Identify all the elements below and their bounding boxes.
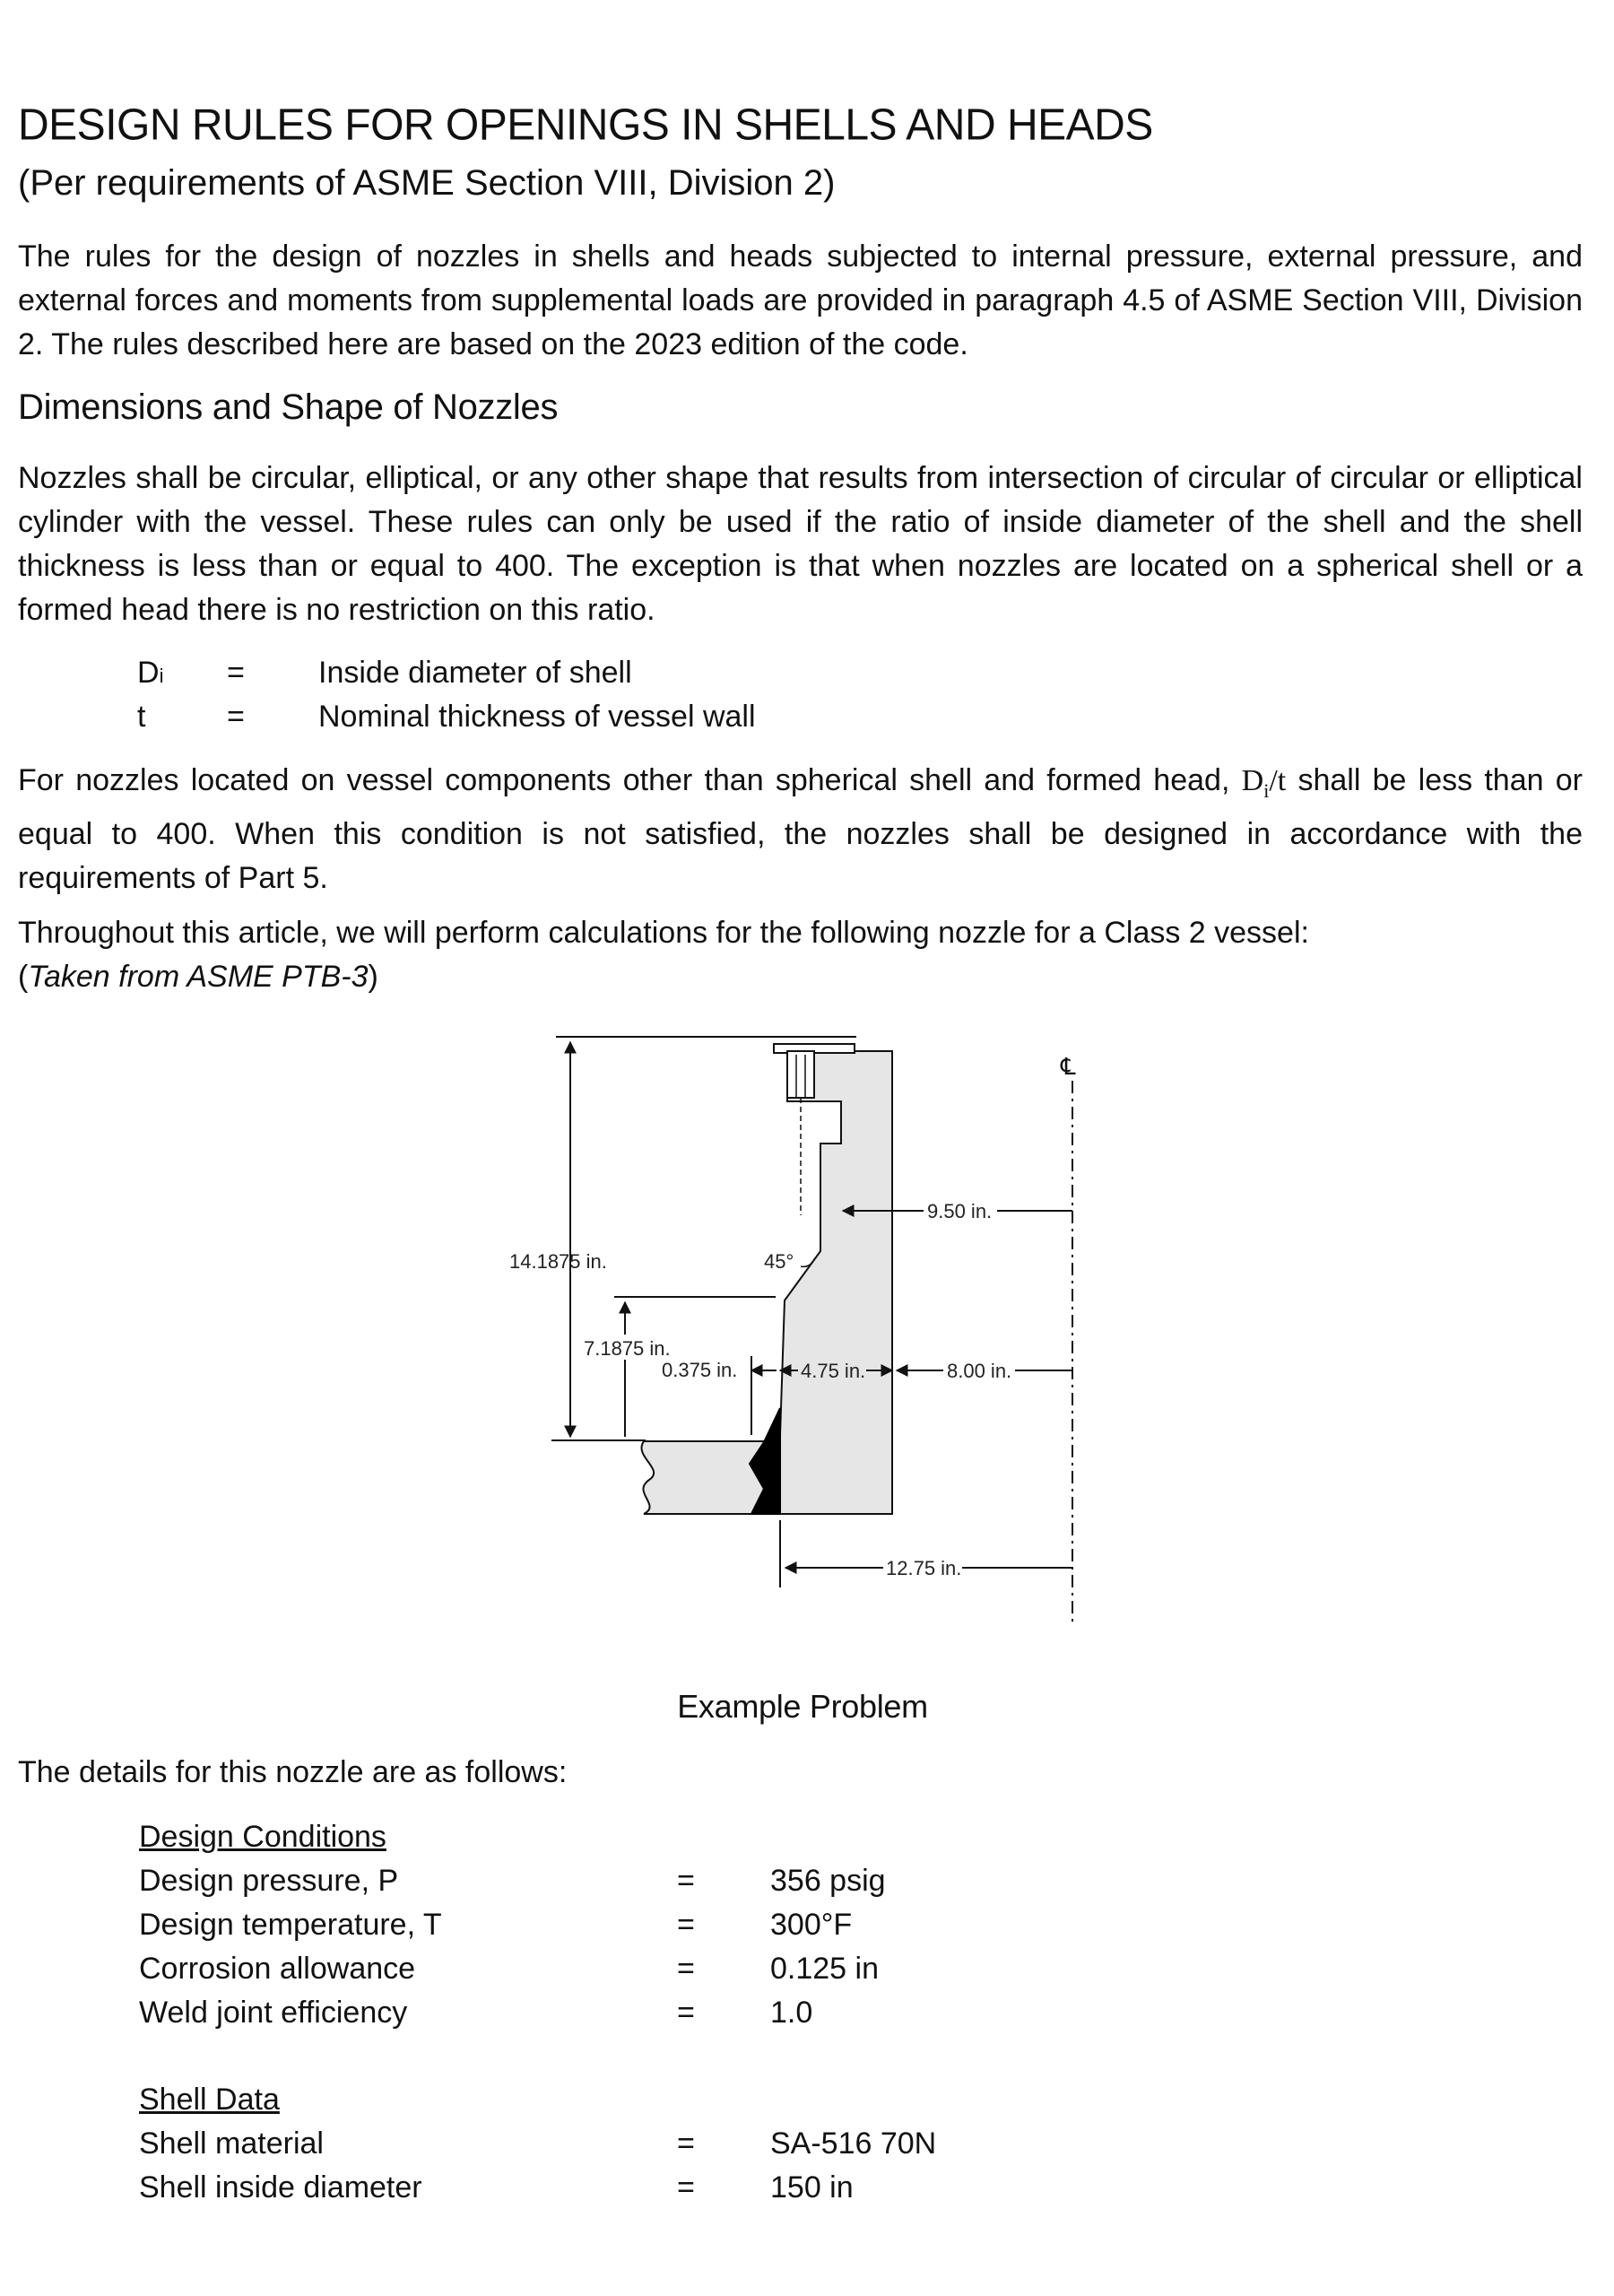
row-equals: =	[677, 1864, 695, 1898]
dimension-7-label: 7.1875 in.	[584, 1337, 671, 1360]
dimension-800-label: 8.00 in.	[947, 1360, 1012, 1382]
page-subtitle: (Per requirements of ASME Section VIII, Division 2)	[18, 163, 836, 203]
definition-text: Nominal thickness of vessel wall	[318, 700, 756, 734]
page-title: DESIGN RULES FOR OPENINGS IN SHELLS AND HEADS	[18, 100, 1153, 150]
dimension-950-label: 9.50 in.	[927, 1200, 993, 1222]
definition-text: Inside diameter of shell	[318, 656, 632, 690]
nozzle-body	[780, 1051, 892, 1514]
shell-data-block	[139, 2078, 1215, 2210]
row-equals: =	[677, 2126, 695, 2161]
design-conditions-heading: Design Conditions	[139, 1820, 386, 1854]
angle-label: 45°	[764, 1250, 794, 1273]
definition-row-t	[137, 695, 944, 739]
row-value: 300°F	[770, 1908, 853, 1942]
nozzle-figure	[0, 1031, 1614, 1659]
row-value: 0.125 in	[770, 1952, 879, 1986]
dimension-1275-label: 12.75 in.	[886, 1557, 962, 1579]
design-conditions-block	[139, 1815, 1215, 2035]
dimension-0375-label: 0.375 in.	[662, 1359, 738, 1381]
row-value: 150 in	[770, 2170, 854, 2205]
throughout-paragraph: Throughout this article, we will perform calculations for the following nozzle for a Class 2 vessel: (Taken from ASME PTB-3)	[18, 916, 1309, 994]
definition-equals: =	[227, 656, 245, 690]
table-row	[139, 1859, 1215, 1903]
row-label: Design pressure, P	[139, 1864, 399, 1898]
section-paragraph: Nozzles shall be circular, elliptical, or any other shape that results from intersection of circular of circular or elliptical cylinder with the vessel. These rules can only be used if the ratio of inside diameter of the shell and the shell thickness is less than or equal to 400. The exception is that when nozzles are located on a spherical shell or a formed head there is no restriction on this ratio.	[18, 461, 1583, 627]
row-label: Weld joint efficiency	[139, 1996, 408, 2030]
bolt-hole-outline	[787, 1051, 814, 1098]
ratio-symbol: $D_i/t$	[1241, 764, 1287, 802]
details-intro: The details for this nozzle are as follows:	[18, 1755, 568, 1789]
definition-symbol: Di	[137, 656, 164, 690]
definition-row-di	[137, 651, 944, 695]
row-equals: =	[677, 1952, 695, 1986]
definitions-list	[137, 651, 944, 739]
table-row	[139, 1991, 1215, 2035]
source-reference: Taken from ASME PTB-3	[28, 960, 369, 994]
row-label: Design temperature, T	[139, 1908, 442, 1942]
dimension-14-label: 14.1875 in.	[509, 1250, 607, 1273]
table-row	[139, 1947, 1215, 1991]
row-label: Corrosion allowance	[139, 1952, 416, 1986]
row-equals: =	[677, 1996, 695, 2030]
shell-data-heading: Shell Data	[139, 2083, 280, 2117]
row-label: Shell inside diameter	[139, 2170, 422, 2205]
table-row	[139, 1903, 1215, 1947]
centerline-symbol: ℄	[1061, 1053, 1076, 1080]
row-value: 356 psig	[770, 1864, 886, 1898]
row-value: SA-516 70N	[770, 2126, 937, 2161]
row-equals: =	[677, 2170, 695, 2205]
table-row	[139, 2122, 1215, 2166]
table-row	[139, 2166, 1215, 2210]
section-heading: Dimensions and Shape of Nozzles	[18, 387, 559, 427]
definition-symbol: t	[137, 700, 146, 734]
row-equals: =	[677, 1908, 695, 1942]
dimension-475-label: 4.75 in.	[801, 1360, 866, 1382]
nozzle-drawing	[0, 1031, 1614, 1659]
row-value: 1.0	[770, 1996, 813, 2030]
condition-paragraph: For nozzles located on vessel components other than spherical shell and formed head, $D_i/t$ shall be less than or equal to 400. When this condition is not satisfied, the nozzles shall be designed in accordance with the requirements of Part 5.	[18, 763, 1584, 895]
row-label: Shell material	[139, 2126, 324, 2161]
intro-paragraph: The rules for the design of nozzles in shells and heads subjected to internal pressure, external pressure, and external forces and moments from supplemental loads are provided in paragraph 4.5 of ASME Section VIII, Division 2. The rules described here are based on the 2023 edition of the code.	[18, 239, 1583, 361]
figure-caption: Example Problem	[677, 1688, 928, 1725]
definition-equals: =	[227, 700, 245, 734]
